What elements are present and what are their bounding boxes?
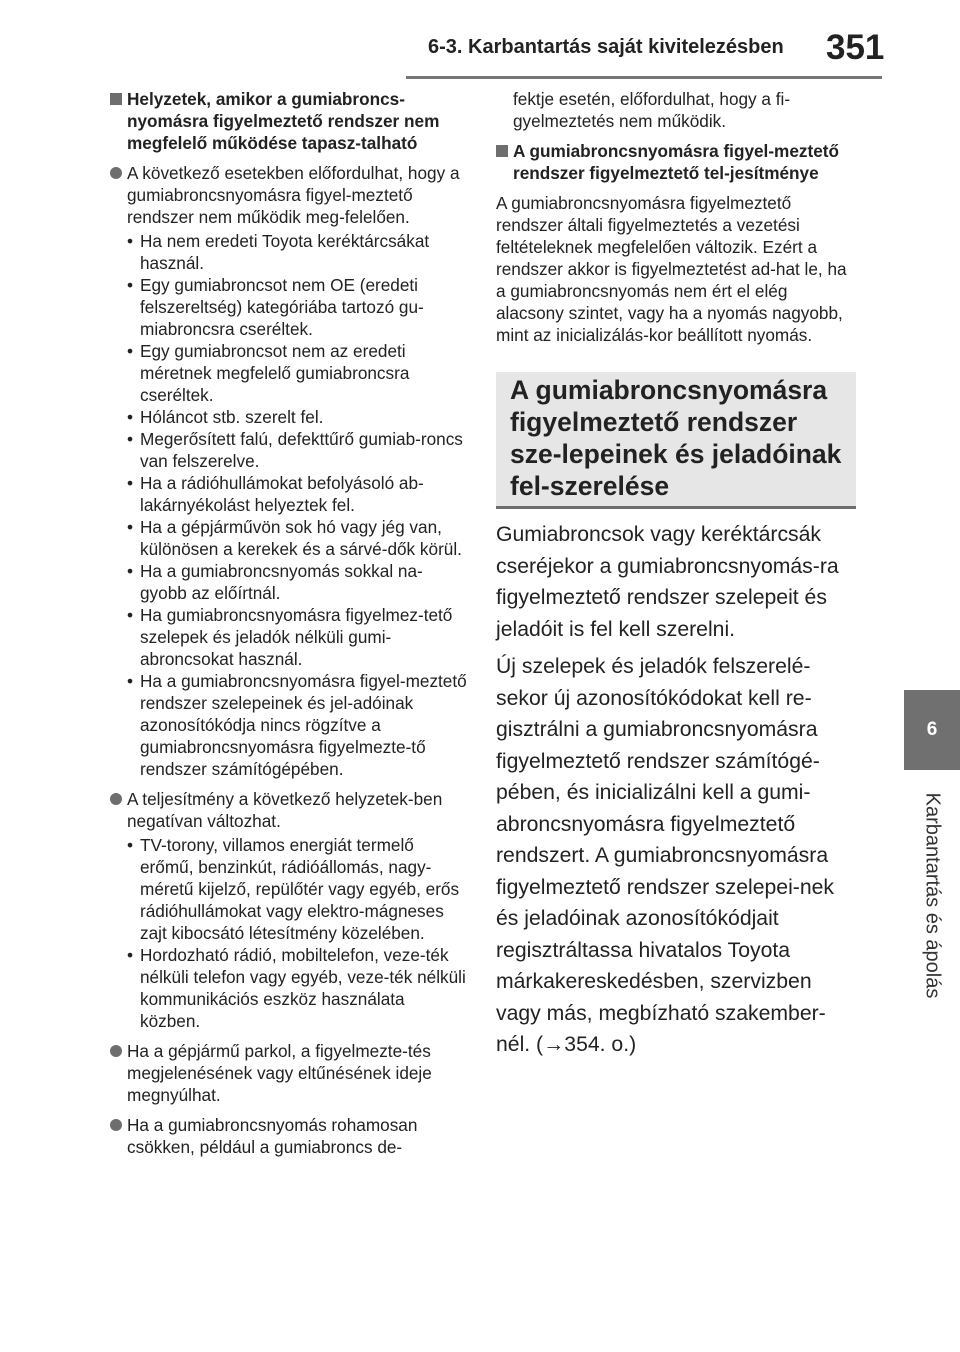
large-body-paragraph: Gumiabroncsok vagy keréktárcsák cseréjekor a gumiabroncsnyomás-ra figyelmeztető rendszer szelepeit és jeladóit is fel kell szerelni. (496, 523, 839, 641)
chapter-tab[interactable] (904, 690, 960, 770)
right-column (496, 88, 856, 1061)
bullet-item: • Hordozható rádió, mobiltelefon, veze-ték nélküli telefon vagy egyéb, veze-ték nélküli kommunikációs eszköz használata közben. (127, 944, 468, 1032)
chapter-label-text: Karbantartás és ápolás (921, 792, 944, 998)
chapter-label (904, 780, 960, 1010)
large-body-paragraph: Új szelepek és jeladók felszerelé-sekor új azonosítókódokat kell re-gisztrálni a gumiabroncsnyomásra figyelmeztető rendszer számítógé-pében, és inicializálni kell a gumi-abroncsnyomásra figyelmeztető rendszert. A gumiabroncsnyomásra figyelmeztető rendszer szelepei-nek és jeladóinak azonosítókódjait regisztráltassa hivatalos Toyota márkakereskedésben, szervizben vagy más, megbízható szakember-nél. (→354. o.) (496, 655, 834, 1056)
dot-paragraph: Ha a gumiabroncsnyomás rohamosan csökken, például a gumiabroncs de- (110, 1114, 468, 1158)
left-column (110, 88, 468, 1160)
bullet-item: • Ha a gumiabroncsnyomásra figyel-meztető rendszer szelepeinek és jel-adóinak azonosítókódja nincs rögzítve a gumiabroncsnyomásra figyelmezte-tő rendszer számítógépében. (127, 670, 468, 780)
bullet-item: • Ha a rádióhullámokat befolyásoló ab-lakárnyékolást helyeztek fel. (127, 472, 468, 516)
dot-paragraph: A teljesítmény a következő helyzetek-ben negatívan változhat. (110, 788, 468, 832)
subsection-heading: Helyzetek, amikor a gumiabroncs-nyomásra figyelmeztető rendszer nem megfelelő működése tapasz-talható (110, 88, 468, 154)
bullet-item: • Hóláncot stb. szerelt fel. (127, 406, 468, 428)
continued-paragraph: fektje esetén, előfordulhat, hogy a fi-gyelmeztetés nem működik. (513, 89, 791, 131)
bullet-item: • Egy gumiabroncsot nem OE (eredeti felszereltség) kategóriába tartozó gu-miabroncsra cseréltek. (127, 274, 468, 340)
dot-paragraph: Ha a gépjármű parkol, a figyelmezte-tés megjelenésének vagy eltűnésének ideje megnyúlhat. (110, 1040, 468, 1106)
section-title-box (496, 372, 856, 509)
bullet-item: • Megerősített falú, defekttűrő gumiab-roncs van felszerelve. (127, 428, 468, 472)
bullet-item: • Ha gumiabroncsnyomásra figyelmez-tető szelepek és jeladók nélküli gumi-abroncsokat használ. (127, 604, 468, 670)
page-number: 351 (826, 28, 885, 67)
bullet-item: • Ha a gépjárművön sok hó vagy jég van, különösen a kerekek és a sárvé-dők körül. (127, 516, 468, 560)
header-rule (406, 76, 882, 79)
bullet-list (127, 834, 468, 1032)
dot-paragraph: A következő esetekben előfordulhat, hogy a gumiabroncsnyomásra figyel-meztető rendszer nem működik meg-felelően. (110, 162, 468, 228)
section-title: A gumiabroncsnyomásra figyelmeztető rendszer sze-lepeinek és jeladóinak fel-szerelése (510, 375, 842, 501)
body-paragraph: A gumiabroncsnyomásra figyelmeztető rendszer általi figyelmeztetés a vezetési feltételeknek megfelelően változik. Ezért a rendszer akkor is figyelmeztetést ad-hat le, ha a gumiabroncsnyomás nem ért el elég alacsony szintet, vagy ha a nyomás nagyobb, mint az inicializálás-kor beállított nyomás. (496, 193, 847, 345)
bullet-list (127, 230, 468, 780)
chapter-number: 6 (926, 719, 938, 740)
bullet-item: • Ha a gumiabroncsnyomás sokkal na-gyobb az előírtnál. (127, 560, 468, 604)
bullet-item: • Ha nem eredeti Toyota keréktárcsákat használ. (127, 230, 468, 274)
section-header-title: 6-3. Karbantartás saját kivitelezésben (428, 36, 784, 58)
bullet-item: • TV-torony, villamos energiát termelő erőmű, benzinkút, rádióállomás, nagy-méretű kijelző, repülőtér vagy egyéb, erős rádióhullámokat vagy elektro-mágneses zajt kibocsátó létesítmény közelében. (127, 834, 468, 944)
bullet-item: • Egy gumiabroncsot nem az eredeti méretnek megfelelő gumiabroncsra cseréltek. (127, 340, 468, 406)
subsection-heading: A gumiabroncsnyomásra figyel-meztető rendszer figyelmeztető tel-jesítménye (496, 140, 856, 184)
